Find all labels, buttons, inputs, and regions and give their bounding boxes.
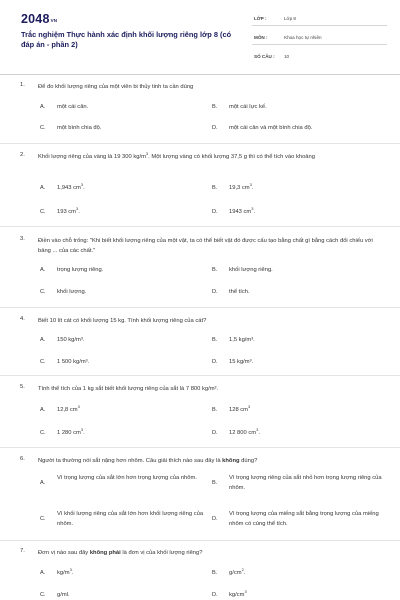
site-logo[interactable]: $2048^{VN}$ xyxy=(21,12,58,26)
header-divider xyxy=(0,74,400,75)
info-value: Lớp 8 xyxy=(284,16,296,21)
info-label: LỚP : xyxy=(254,16,267,21)
question-number: 1. xyxy=(20,82,25,88)
question-number: 5. xyxy=(20,384,25,390)
info-box xyxy=(252,15,387,72)
header xyxy=(0,0,400,74)
divider xyxy=(0,375,400,376)
divider xyxy=(0,143,400,144)
question-text: Người ta thường nói sắt nặng hơn nhôm. Câu giải thích nào sau đây là không đúng? xyxy=(38,458,258,464)
divider xyxy=(252,44,387,45)
question-text: Tính thể tích của 1 kg sắt biết khối lượng riêng của sắt là 7 800 kg/m³. xyxy=(38,386,219,392)
question-text: Điền vào chỗ trống: "Khi biết khối lượng riêng của một vật, ta có thể biết vật đó được cấu tạo bằng chất gì bằng cách đối chiếu với bảng ... của các chất." xyxy=(38,238,373,254)
info-label: SỐ CÂU : xyxy=(254,54,275,59)
info-row-so-cau xyxy=(252,53,387,72)
divider xyxy=(0,540,400,541)
question-text: Đơn vị nào sau đây không phải là đơn vị của khối lượng riêng? xyxy=(38,550,203,556)
question-text: Biết 10 lít cát có khối lượng 15 kg. Tính khối lượng riêng của cát? xyxy=(38,318,207,324)
question-number: 2. xyxy=(20,152,25,158)
page-title: Trắc nghiệm Thực hành xác định khối lượng riêng lớp 8 (có đáp án - phần 2) xyxy=(21,30,232,49)
question-number: 7. xyxy=(20,548,25,554)
info-label: MÔN : xyxy=(254,35,268,40)
info-value: Khoa học tự nhiên xyxy=(284,35,322,40)
question-number: 3. xyxy=(20,236,25,242)
divider xyxy=(0,447,400,448)
question-number: 6. xyxy=(20,456,25,462)
question-number: 4. xyxy=(20,316,25,322)
question-text: Khối lượng riêng của vàng là 19 300 $kg/m^3$. Một lượng vàng có khối lượng 37,5 g thì có thể tích vào khoảng xyxy=(38,151,315,160)
info-row-lop xyxy=(252,15,387,34)
divider xyxy=(252,25,387,26)
quiz-page: $2048^{VN}$ Trắc nghiệm Thực hành xác định khối lượng riêng lớp 8 (có đáp án - phần 2) LỚP : Lớp 8 MÔN : Khoa học tự nhiên SỐ CÂU : 10 1. Để đo khối lượng riêng của một viên bi thủy tinh ta cần dùng A. một cái cân. B. một cái lực kế. C. một bình chia độ. D. một cái cân và một bình chia độ. 2. Khối lượng riêng của vàng là 19 300 $kg/m^3$. Một lượng vàng có khối lượng 37,5 g thì có thể tích vào khoảng A. 1,943 $cm^3$. B. 19,3 $cm^3$. C. 193 $cm^3$. D. 1943 $cm^3$. 3. Điền vào chỗ trống: "Khi biết khối lượng riêng của một vật, ta có thể biết vật đó được cấu tạo bằng chất gì bằng cách đối chiếu với bảng ... của các chất." A. trọng lượng riêng. B. khối lượng riêng. C. khối lượng. D. thể tích. 4. Biết 10 lít cát có khối lượng 15 kg. Tính khối lượng riêng của cát? A. 150 kg/m³. B. 1,5 kg/m³. C. 1 500 kg/m³. D. 15 kg/m³. 5. Tính thể tích của 1 kg sắt biết khối lượng riêng của sắt là 7 800 kg/m³. A. 12,8 $cm^3$ B. 128 $cm^3$ C. 1 280 $cm^3$. D. 12 800 $cm^3$. 6. Người ta thường nói sắt nặng hơn nhôm. Câu giải thích nào sau đây là không đúng? A. Vì trọng lượng của sắt lớn hơn trọng lượng của nhôm. B. Vì trọng lượng riêng của sắt nhỏ hơn trọng lượng riêng của nhôm. C. Vì khối lượng riêng của sắt lớn hơn khối lượng riêng của nhôm. D. Vì trọng lượng của miếng sắt bằng trọng lượng của miếng nhôm có cùng thể tích. 7. Đơn vị nào sau đây không phải là đơn vị của khối lượng riêng? A. $kg/m^3$. B. $g/cm^2$. C. g/ml. D. $kg/cm^3$ xyxy=(0,0,400,600)
question-text: Để đo khối lượng riêng của một viên bi thủy tinh ta cần dùng xyxy=(38,84,194,90)
divider xyxy=(0,226,400,227)
info-row-mon xyxy=(252,34,387,53)
info-value: 10 xyxy=(284,54,290,59)
divider xyxy=(0,307,400,308)
